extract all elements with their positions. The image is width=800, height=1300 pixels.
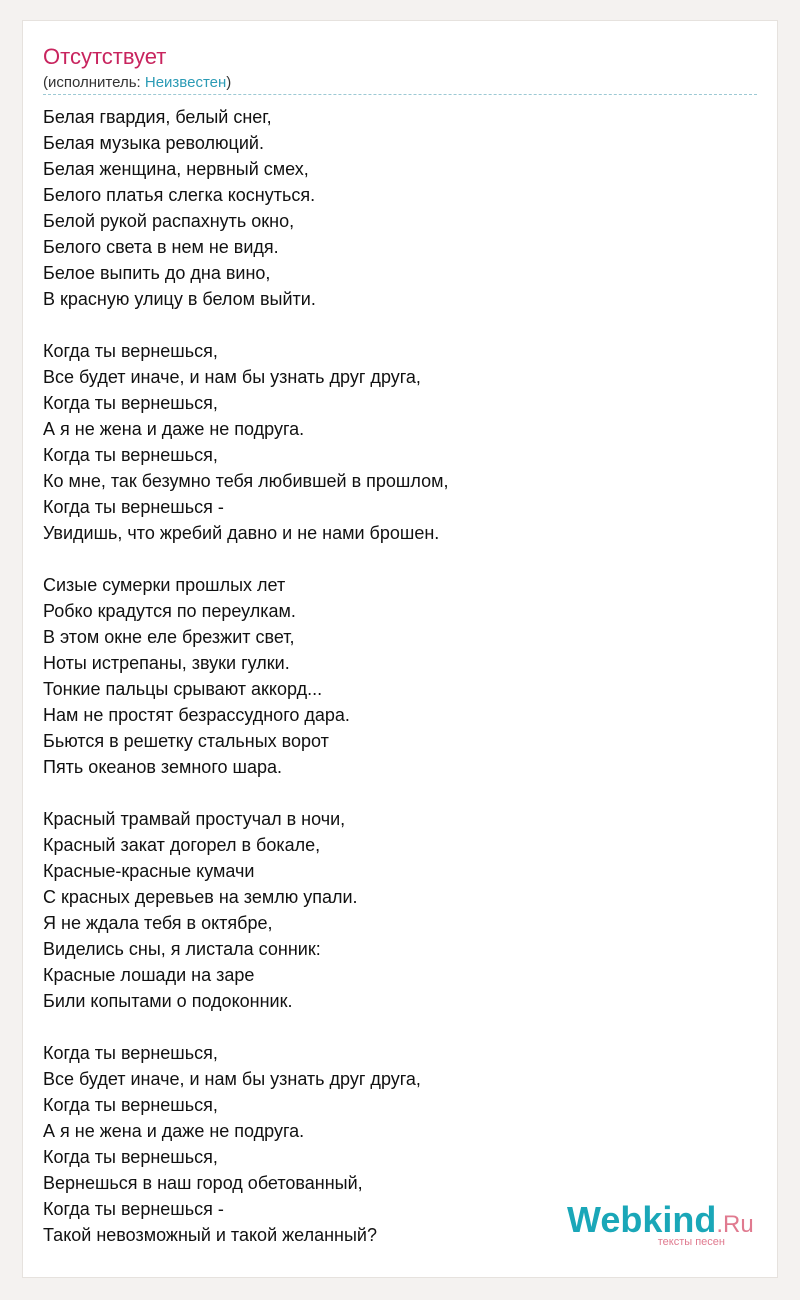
- lyric-line: Когда ты вернешься,: [43, 1095, 218, 1115]
- lyric-line: Сизые сумерки прошлых лет: [43, 575, 286, 595]
- lyric-line: Увидишь, что жребий давно и не нами брошен.: [43, 523, 440, 543]
- lyric-line: Белого платья слегка коснуться.: [43, 185, 316, 205]
- lyric-line: Такой невозможный и такой желанный?: [43, 1225, 377, 1245]
- logo-main-text: Webkind: [567, 1199, 717, 1240]
- stanza: [43, 806, 743, 1014]
- dashed-divider: [43, 94, 757, 95]
- stanza: [43, 104, 743, 312]
- lyric-line: Били копытами о подоконник.: [43, 991, 293, 1011]
- lyric-line: Пять океанов земного шара.: [43, 757, 282, 777]
- lyric-line: Белой рукой распахнуть окно,: [43, 211, 295, 231]
- stanza: [43, 338, 743, 546]
- lyric-line: Белая женщина, нервный смех,: [43, 159, 309, 179]
- artist-prefix: (исполнитель:: [43, 74, 145, 91]
- lyric-line: Красные-красные кумачи: [43, 861, 255, 881]
- lyrics-body: [43, 104, 743, 1274]
- lyric-line: В этом окне еле брезжит свет,: [43, 627, 295, 647]
- lyrics-card: [22, 20, 778, 1278]
- lyric-line: Когда ты вернешься,: [43, 393, 218, 413]
- lyric-line: Ноты истрепаны, звуки гулки.: [43, 653, 290, 673]
- stanza: [43, 572, 743, 780]
- lyric-line: Все будет иначе, и нам бы узнать друг друга,: [43, 367, 421, 387]
- artist-suffix: ): [226, 74, 232, 91]
- lyric-line: Когда ты вернешься -: [43, 1199, 224, 1219]
- lyric-line: Белого света в нем не видя.: [43, 237, 279, 257]
- lyric-line: Когда ты вернешься -: [43, 497, 224, 517]
- lyric-line: Красные лошади на заре: [43, 965, 255, 985]
- lyric-line: Тонкие пальцы срывают аккорд...: [43, 679, 323, 699]
- lyric-line: Нам не простят безрассудного дара.: [43, 705, 350, 725]
- lyric-line: Виделись сны, я листала сонник:: [43, 939, 321, 959]
- lyric-line: Когда ты вернешься,: [43, 341, 218, 361]
- artist-link[interactable]: Неизвестен: [144, 74, 227, 91]
- lyric-line: Робко крадутся по переулкам.: [43, 601, 296, 621]
- lyric-line: Белое выпить до дна вино,: [43, 263, 271, 283]
- lyric-line: Белая гвардия, белый снег,: [43, 107, 272, 127]
- lyric-line: Бьются в решетку стальных ворот: [43, 731, 329, 751]
- lyric-line: Вернешься в наш город обетованный,: [43, 1173, 363, 1193]
- lyric-line: Красный закат догорел в бокале,: [43, 835, 321, 855]
- lyric-line: Я не ждала тебя в октябре,: [43, 913, 273, 933]
- logo-tld-text: .Ru: [716, 1211, 754, 1238]
- artist-line: [43, 73, 231, 93]
- lyric-line: Красный трамвай простучал в ночи,: [43, 809, 346, 829]
- song-title: Отсутствует: [43, 44, 167, 69]
- lyric-line: Ко мне, так безумно тебя любившей в прошлом,: [43, 471, 449, 491]
- lyric-line: А я не жена и даже не подруга.: [43, 1121, 305, 1141]
- site-logo[interactable]: [567, 1199, 754, 1248]
- lyric-line: С красных деревьев на землю упали.: [43, 887, 358, 907]
- lyric-line: Белая музыка революций.: [43, 133, 264, 153]
- lyric-line: Когда ты вернешься,: [43, 445, 218, 465]
- lyric-line: Когда ты вернешься,: [43, 1147, 218, 1167]
- lyric-line: Когда ты вернешься,: [43, 1043, 218, 1063]
- lyric-line: Все будет иначе, и нам бы узнать друг друга,: [43, 1069, 421, 1089]
- lyric-line: А я не жена и даже не подруга.: [43, 419, 305, 439]
- logo-tagline: тексты песен: [657, 1236, 725, 1248]
- lyric-line: В красную улицу в белом выйти.: [43, 289, 316, 309]
